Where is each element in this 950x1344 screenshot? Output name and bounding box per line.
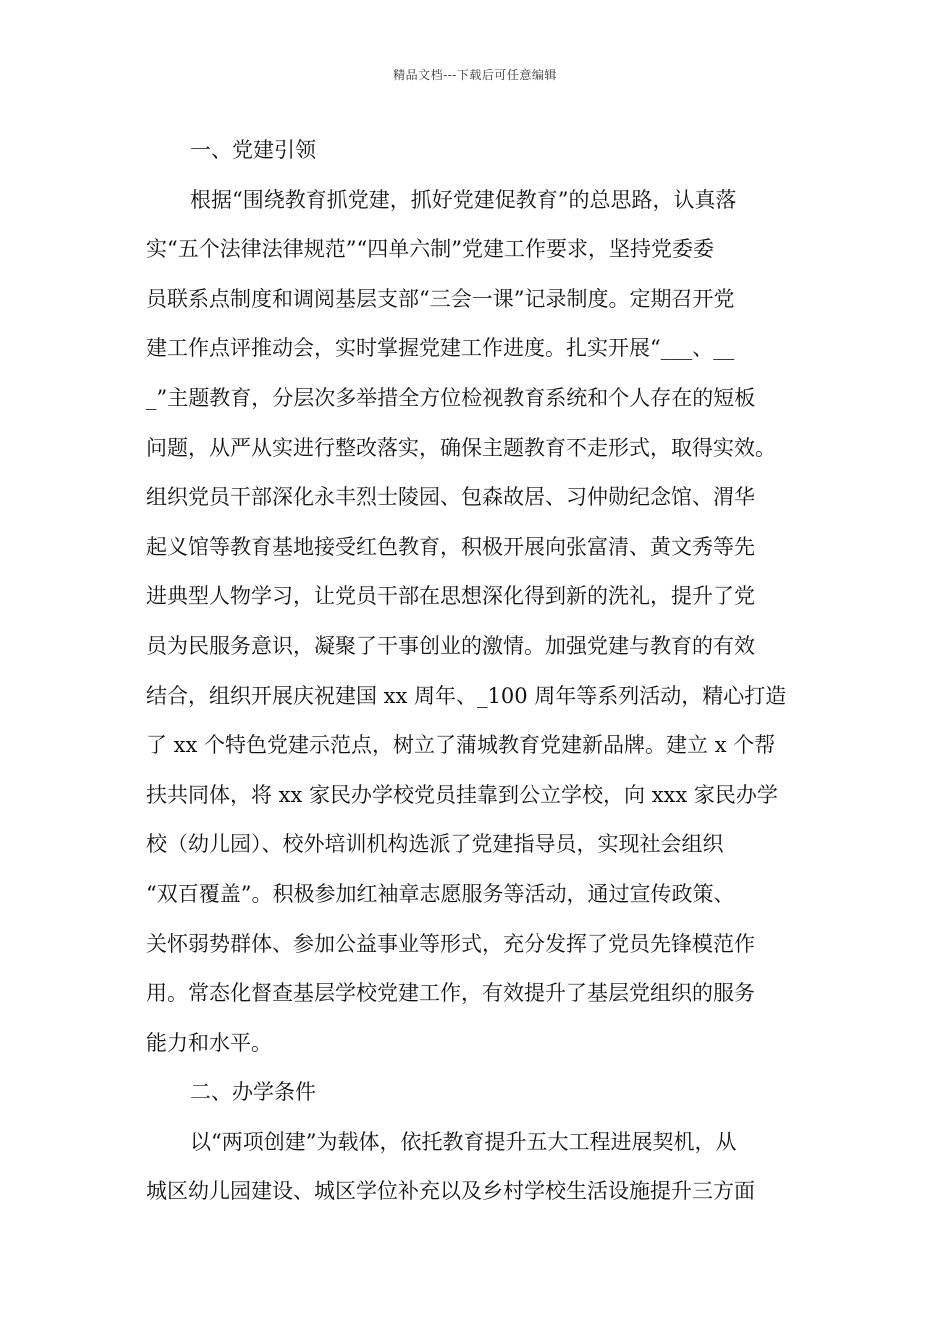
- document-body: [146, 126, 816, 1217]
- paragraph-line: 能力和水平。: [146, 1030, 272, 1055]
- paragraph-line: 根据“围绕教育抓党建，抓好党建促教育”的总思路，认真落: [190, 187, 737, 212]
- paragraph-line: 了 xx 个特色党建示范点，树立了蒲城教育党建新品牌。建立 x 个帮: [146, 733, 776, 758]
- paragraph-line: 实“五个法律法律规范”“四单六制”党建工作要求，坚持党委委: [146, 237, 714, 262]
- page-header: 精品文档---下载后可任意编辑: [393, 68, 557, 82]
- paragraph-line: 员联系点制度和调阅基层支部“三会一课”记录制度。定期召开党: [146, 286, 735, 311]
- paragraph-line: 员为民服务意识，凝聚了干事创业的激情。加强党建与教育的有效: [146, 633, 755, 658]
- paragraph-line: 城区幼儿园建设、城区学位补充以及乡村学校生活设施提升三方面: [146, 1179, 755, 1204]
- paragraph-line: 组织党员干部深化永丰烈士陵园、包森故居、习仲勋纪念馆、渭华: [146, 485, 755, 510]
- paragraph-line: “双百覆盖”。积极参加红袖章志愿服务等活动，通过宣传政策、: [146, 881, 735, 906]
- paragraph-line: 进典型人物学习，让党员干部在思想深化得到新的洗礼，提升了党: [146, 584, 755, 609]
- paragraph-line: 起义馆等教育基地接受红色教育，积极开展向张富清、黄文秀等先: [146, 534, 755, 559]
- section-heading: 一、党建引领: [190, 138, 316, 162]
- paragraph-line: 关怀弱势群体、参加公益事业等形式，充分发挥了党员先锋模范作: [146, 931, 755, 956]
- paragraph-line: 校（幼儿园）、校外培训机构选派了党建指导员，实现社会组织: [146, 832, 724, 857]
- paragraph-line: 用。常态化督查基层学校党建工作，有效提升了基层党组织的服务: [146, 981, 755, 1006]
- paragraph-line: 以“两项创建”为载体，依托教育提升五大工程进展契机，从: [190, 1129, 737, 1154]
- paragraph-line: _”主题教育，分层次多举措全方位检视教育系统和个人存在的短板: [146, 385, 756, 410]
- paragraph-line: 扶共同体，将 xx 家民办学校党员挂靠到公立学校，向 xxx 家民办学: [146, 782, 778, 807]
- paragraph-line: 建工作点评推动会，实时掌握党建工作进度。扎实开展“___、__: [146, 336, 735, 361]
- paragraph-line: 结合，组织开展庆祝建国 xx 周年、_100 周年等系列活动，精心打造: [146, 683, 787, 708]
- paragraph-line: 问题，从严从实进行整改落实，确保主题教育不走形式，取得实效。: [146, 435, 776, 460]
- section-heading: 二、办学条件: [190, 1080, 316, 1105]
